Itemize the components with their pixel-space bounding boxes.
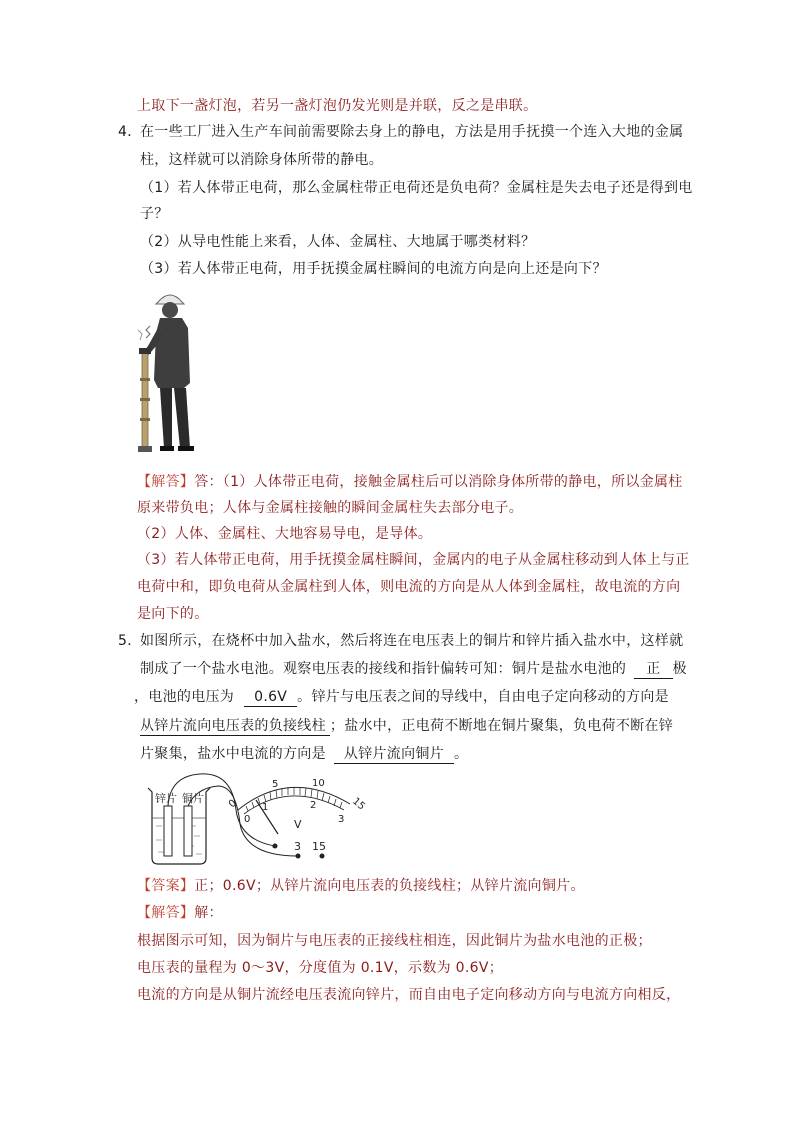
question-4-stem-cont: 柱，这样就可以消除身体所带的静电。 [140,152,384,168]
salt-water-battery-figure [140,770,380,870]
question-4-sub-1-cont: 子？ [140,206,169,222]
scale-top-zero: 0 [226,797,239,811]
stem-text: 。锌片与电压表之间的导线中，自由电子定向移动的方向是 [297,689,669,705]
answer-text: 答：（1）人体带正电荷，接触金属柱后可以消除身体所带的静电，所以金属柱 [194,474,683,490]
solution-tag: 【解答】 [137,905,195,921]
scale-top-10: 10 [312,778,325,789]
scale-bottom-1: 1 [262,802,269,813]
question-5-solution-line-2: 电压表的量程为 0～3V，分度值为 0.1V，示数为 0.6V； [137,960,504,976]
question-5-stem-line-2 [140,659,687,679]
terminal-15v [320,854,325,859]
copper-label: 铜片 [182,792,204,805]
question-5-stem: 如图所示，在烧杯中加入盐水，然后将连在电压表上的铜片和锌片插入盐水中，这样就 [140,633,684,649]
terminal-3v [296,854,301,859]
question-4-sub-2: （2）从导电性能上来看，人体、金属柱、大地属于哪类材料？ [140,234,536,250]
copper-plate [184,806,192,856]
previous-answer-line: 上取下一盏灯泡，若另一盏灯泡仍发光则是并联，反之是串联。 [137,98,538,114]
blank-pole: 正 [634,660,672,679]
zinc-label: 锌片 [155,792,177,805]
answer-text: 正；0.6V；从锌片流向电压表的负接线柱；从锌片流向铜片。 [194,878,585,894]
zinc-plate [164,806,172,856]
question-5-stem-line-5 [140,744,468,764]
question-4-answer-line-6: 是向下的。 [137,606,209,622]
terminal-3-label: 3 [294,840,301,853]
scale-top-5: 5 [272,779,279,790]
question-5-stem-line-3 [134,687,669,707]
question-4-answer-line-2: 原来带负电；人体与金属柱接触的瞬间金属柱失去部分电子。 [137,500,524,516]
terminal-negative-label: - [272,840,276,853]
question-4-sub-3: （3）若人体带正电荷，用手抚摸金属柱瞬间的电流方向是向上还是向下？ [140,261,607,277]
scale-bottom-0: 0 [244,814,251,825]
question-5-solution-line-1: 根据图示可知，因为铜片与电压表的正接线柱相连，因此铜片为盐水电池的正极； [137,933,652,949]
stem-text: 片聚集，盐水中电流的方向是 [140,746,326,762]
unit-label: V [294,818,302,831]
stem-text: 制成了一个盐水电池。观察电压表的接线和指针偏转可知：铜片是盐水电池的 [140,661,627,677]
blank-current-direction: 从锌片流向铜片 [334,745,454,764]
scale-top-15: 15 [350,795,367,813]
question-4-answer-line-1 [137,472,683,492]
question-5-stem-line-4 [140,716,673,736]
question-5-answer [137,876,585,896]
blank-voltage: 0.6V [244,688,297,707]
stem-text: 极 [672,661,687,677]
blank-electron-direction: 从锌片流向电压表的负接线柱 [140,717,330,736]
person-touching-metal-post-figure [128,288,208,458]
salt-water [156,826,202,854]
solution-colon: 解： [194,905,223,921]
question-4-answer-line-3: （2）人体、金属柱、大地容易导电，是导体。 [137,526,433,542]
scale-bottom-3: 3 [338,814,345,825]
answer-tag: 【解答】 [137,474,195,490]
question-4-answer-line-4: （3）若人体带正电荷，用手抚摸金属柱瞬间，金属内的电子从金属柱移动到人体上与正 [137,552,690,568]
stem-text: 。 [454,746,469,762]
question-5-solution-head [137,903,223,923]
wire-copper [188,786,298,856]
scale-bottom-2: 2 [310,800,317,811]
question-4-stem: 在一些工厂进入生产车间前需要除去身上的静电，方法是用手抚摸一个连入大地的金属 [140,124,684,140]
question-4-sub-1: （1）若人体带正电荷，那么金属柱带正电荷还是负电荷？金属柱是失去电子还是得到电 [140,180,693,196]
stem-text: ，电池的电压为 [134,689,235,705]
question-4-number: 4． [118,124,142,140]
question-4-answer-line-5: 电荷中和，即负电荷从金属柱到人体，则电流的方向是从人体到金属柱，故电流的方向 [137,579,681,595]
terminal-15-label: 15 [312,840,326,853]
stem-text: ；盐水中，正电荷不断地在铜片聚集，负电荷不断在锌 [329,718,674,734]
question-5-number: 5． [118,633,142,649]
question-5-solution-line-3: 电流的方向是从铜片流经电压表流向锌片，而自由电子定向移动方向与电流方向相反， [137,987,681,1003]
answer-tag: 【答案】 [137,878,195,894]
